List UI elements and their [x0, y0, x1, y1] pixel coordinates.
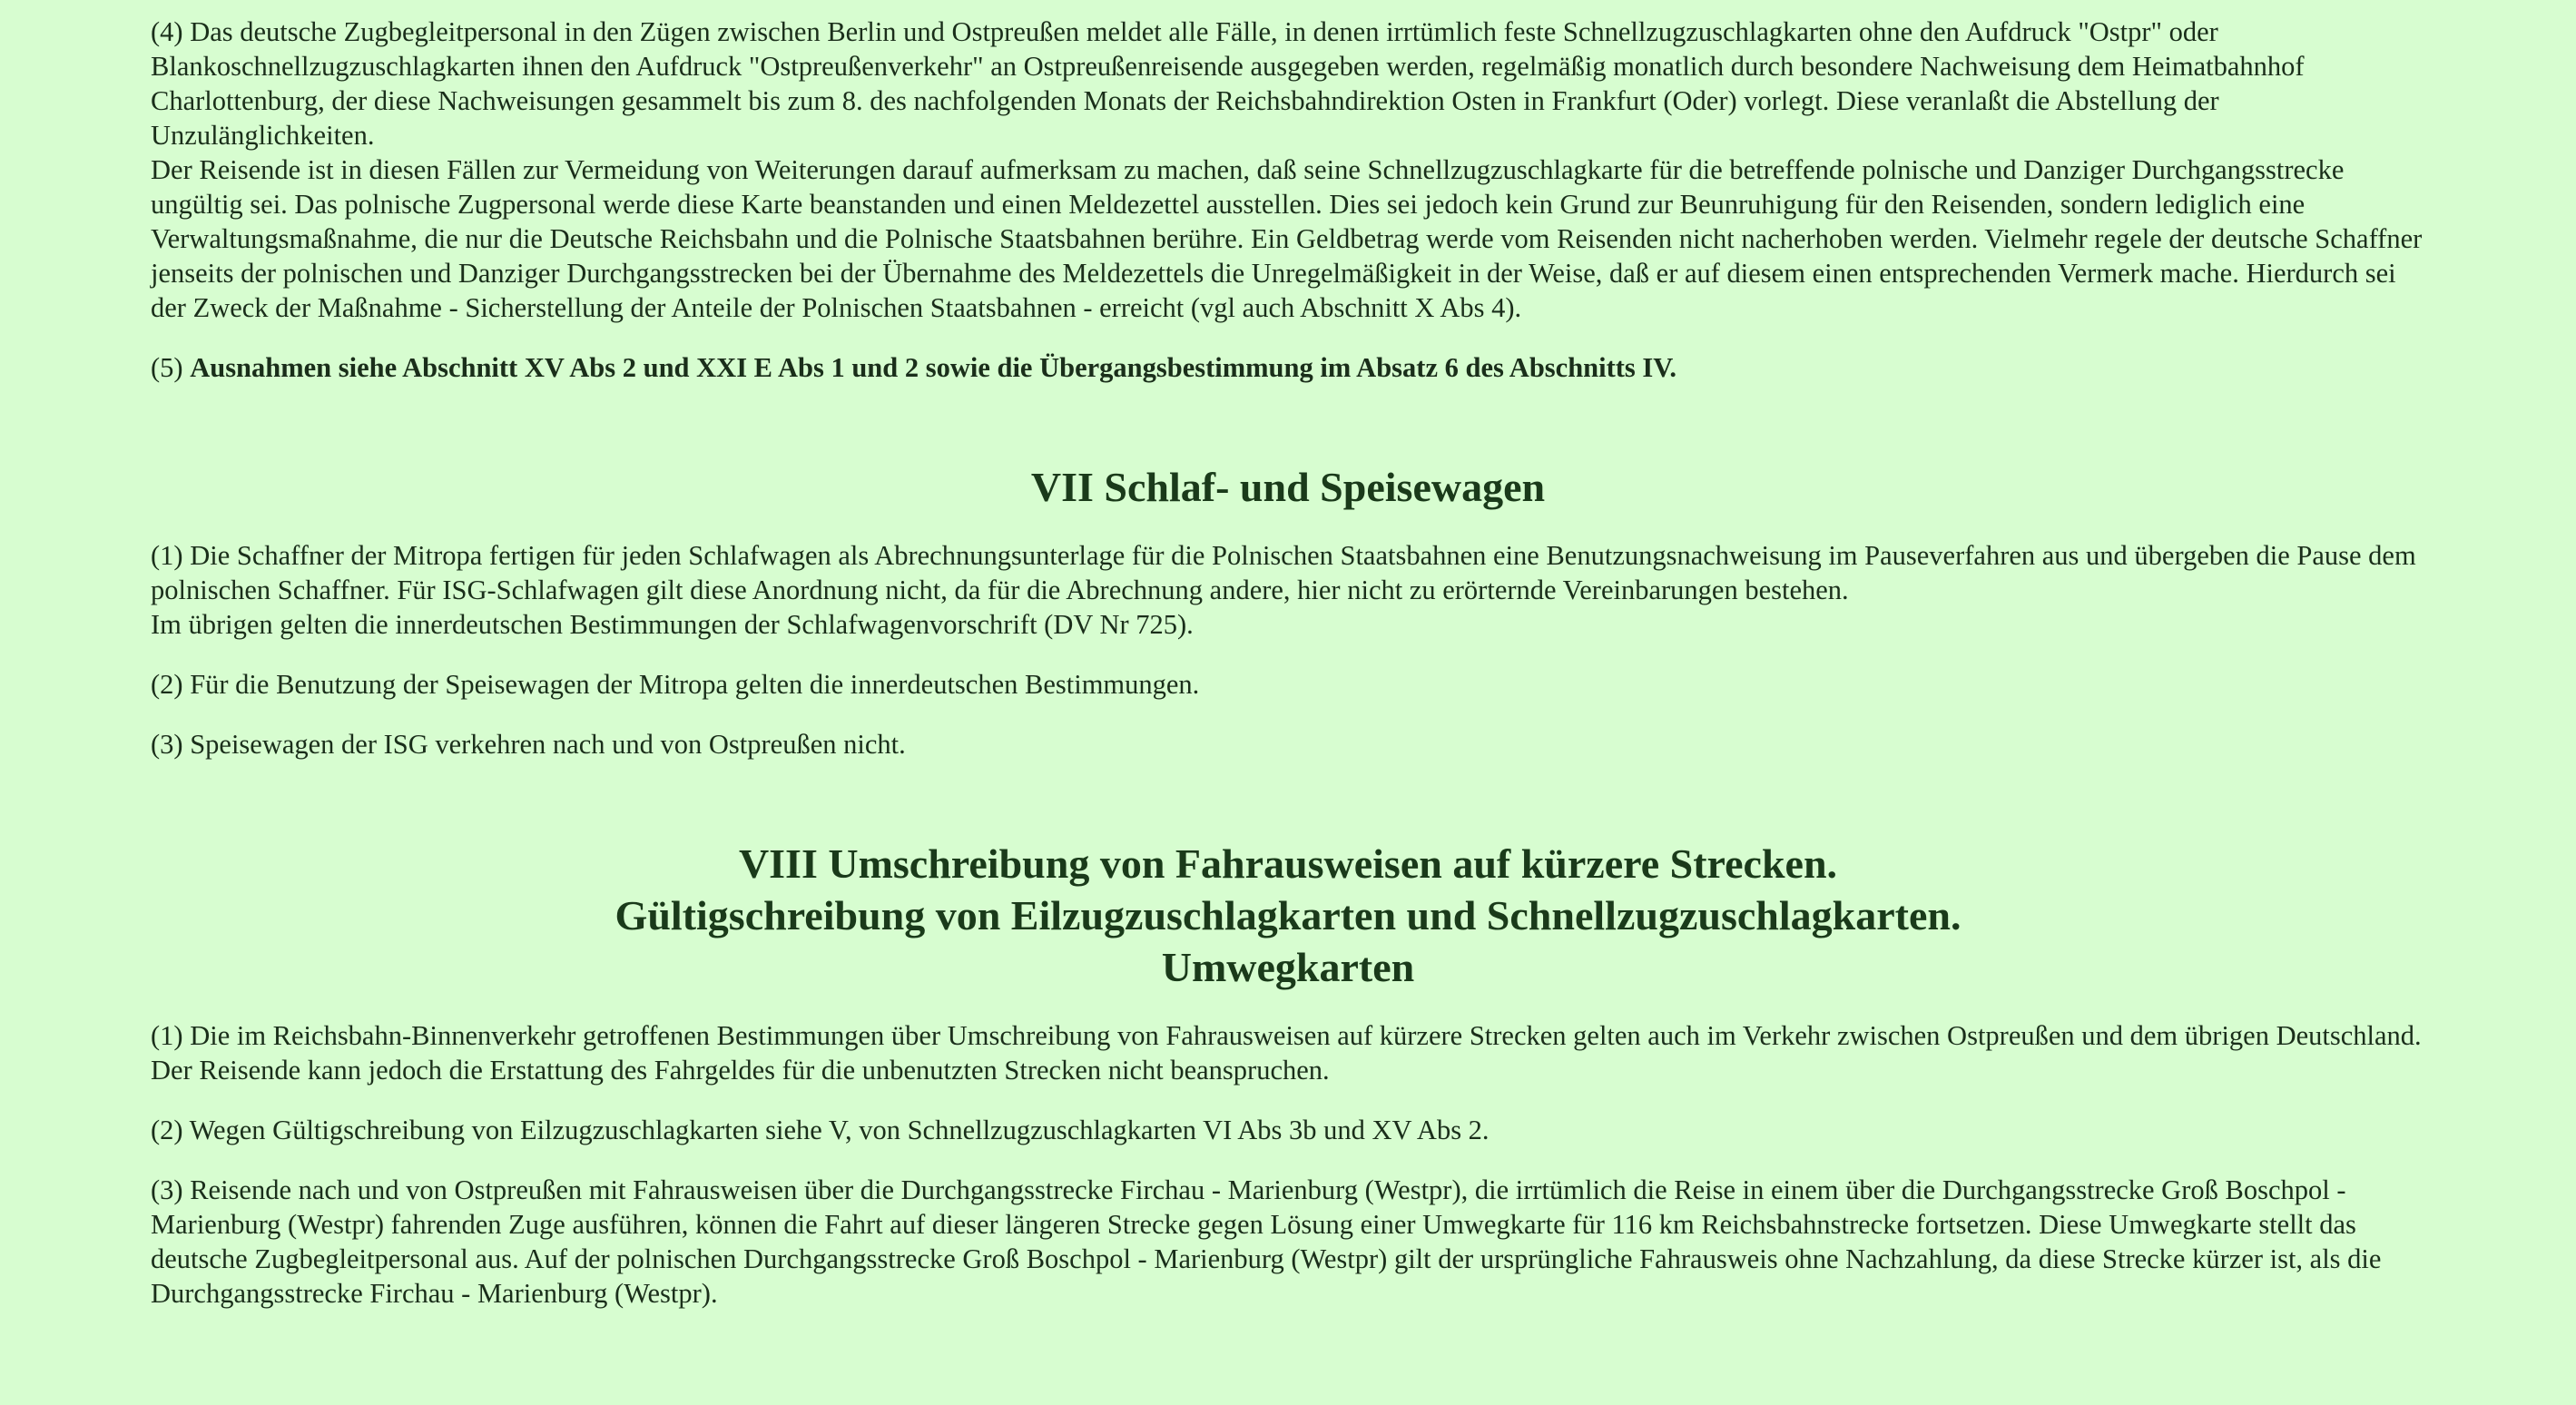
section-8-paragraph-1: (1) Die im Reichsbahn-Binnenverkehr getroffenen Bestimmungen über Umschreibung von Fahrausweisen auf kürzere Strecken gelten auch im Verkehr zwischen Ostpreußen und dem übrigen Deutschland. Der Reisende kann jedoch die Erstattung des Fahrgeldes für die unbenutzten Strecken nicht beanspruchen. — [151, 1020, 2422, 1086]
section-7-paragraph-3: (3) Speisewagen der ISG verkehren nach und von Ostpreußen nicht. — [151, 729, 906, 760]
section-6-tail — [151, 15, 2425, 385]
section-7-heading: VII Schlaf- und Speisewagen — [1030, 464, 1546, 510]
section-7-paragraph-1-part-b: Im übrigen gelten die innerdeutschen Bestimmungen der Schlafwagenvorschrift (DV Nr 725). — [151, 609, 1194, 640]
section-8-paragraph-2: (2) Wegen Gültigschreibung von Eilzugzuschlagkarten siehe V, von Schnellzugzuschlagkarten VI Abs 3b und XV Abs 2. — [151, 1115, 1490, 1145]
section-7-body — [151, 538, 2425, 761]
paragraph-4-part-b: Der Reisende ist in diesen Fällen zur Vermeidung von Weiterungen darauf aufmerksam zu machen, daß seine Schnellzugzuschlagkarte für die betreffende polnische und Danziger Durchgangsstrecke ungültig sei. Das polnische Zugpersonal werde diese Karte beanstanden und einen Meldezettel ausstellen. Dies sei jedoch kein Grund zur Beunruhigung für den Reisenden, sondern lediglich eine Verwaltungsmaßnahme, die nur die Deutsche Reichsbahn und die Polnische Staatsbahnen berühre. Ein Geldbetrag werde vom Reisenden nicht nacherhoben werden. Vielmehr regele der deutsche Schaffner jenseits der polnischen und Danziger Durchgangsstrecken bei der Übernahme des Meldezettels die Unregelmäßigkeit in der Weise, daß er auf diesem einen entsprechenden Vermerk mache. Hierdurch sei der Zweck der Maßnahme - Sicherstellung der Anteile der Polnischen Staatsbahnen - erreicht (vgl auch Abschnitt X Abs 4). — [151, 154, 2423, 323]
paragraph-5-bold-text: Ausnahmen siehe Abschnitt XV Abs 2 und XXI E Abs 1 und 2 sowie die Übergangsbestimmung im Absatz 6 des Abschnitts IV. — [190, 352, 1676, 383]
paragraph-5-number: (5) — [151, 352, 191, 383]
section-8-body — [151, 1018, 2425, 1311]
section-8-heading-line-2: Gültigschreibung von Eilzugzuschlagkarten und Schnellzugzuschlagkarten. — [615, 892, 1961, 938]
paragraph-5 — [151, 350, 2425, 385]
section-8-heading — [151, 838, 2425, 993]
section-7-paragraph-2: (2) Für die Benutzung der Speisewagen der Mitropa gelten die innerdeutschen Bestimmungen. — [151, 669, 1200, 700]
section-8-heading-line-3: Umwegkarten — [1161, 944, 1415, 990]
section-8-heading-line-1: VIII Umschreibung von Fahrausweisen auf kürzere Strecken. — [738, 840, 1838, 887]
section-8-paragraph-3: (3) Reisende nach und von Ostpreußen mit Fahrausweisen über die Durchgangsstrecke Firchau - Marienburg (Westpr), die irrtümlich die Reise in einem über die Durchgangsstrecke Groß Boschpol - Marienburg (Westpr) fahrenden Zuge ausführen, können die Fahrt auf dieser längeren Strecke gegen Lösung einer Umwegkarte für 116 km Reichsbahnstrecke fortsetzen. Diese Umwegkarte stellt das deutsche Zugbegleitpersonal aus. Auf der polnischen Durchgangsstrecke Groß Boschpol - Marienburg (Westpr) gilt der ursprüngliche Fahrausweis ohne Nachzahlung, da diese Strecke kürzer ist, als die Durchgangsstrecke Firchau - Marienburg (Westpr). — [151, 1174, 2382, 1309]
paragraph-4-part-a: (4) Das deutsche Zugbegleitpersonal in den Zügen zwischen Berlin und Ostpreußen meldet alle Fälle, in denen irrtümlich feste Schnellzugzuschlagkarten ohne den Aufdruck "Ostpr" oder Blankoschnellzugzuschlagkarten ihnen den Aufdruck "Ostpreußenverkehr" an Ostpreußenreisende ausgegeben werden, regelmäßig monatlich durch besondere Nachweisung dem Heimatbahnhof Charlottenburg, der diese Nachweisungen gesammelt bis zum 8. des nachfolgenden Monats der Reichsbahndirektion Osten in Frankfurt (Oder) vorlegt. Diese veranlaßt die Abstellung der Unzulänglichkeiten. — [151, 16, 2305, 151]
section-7-paragraph-1-part-a: (1) Die Schaffner der Mitropa fertigen für jeden Schlafwagen als Abrechnungsunterlage für die Polnischen Staatsbahnen eine Benutzungsnachweisung im Pauseverfahren aus und übergeben die Pause dem polnischen Schaffner. Für ISG-Schlafwagen gilt diese Anordnung nicht, da für die Abrechnung andere, hier nicht zu erörternde Vereinbarungen bestehen. — [151, 540, 2416, 605]
